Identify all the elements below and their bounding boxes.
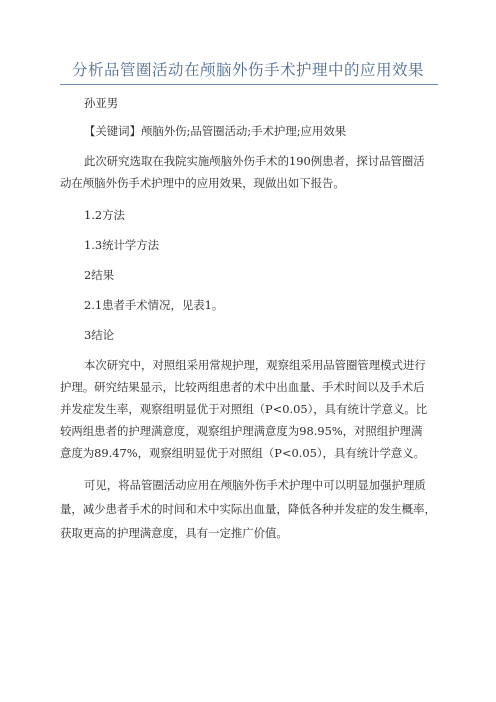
final-line-2: 量，减少患者手术的时间和术中实际出血量，降低各种并发症的发生概率， [60, 502, 436, 516]
conclusion-line-1: 本次研究中，对照组采用常规护理，观察组采用品管圈管理模式进行 [84, 358, 426, 372]
final-line-1: 可见，将品管圈活动应用在颅脑外伤手术护理中可以明显加强护理质 [84, 478, 426, 492]
heading-results: 2结果 [84, 268, 115, 282]
heading-stats: 1.3统计学方法 [84, 238, 160, 252]
author-name: 孙亚男 [84, 96, 119, 110]
conclusion-line-5: 意度为89.47%，观察组明显优于对照组（P<0.05），具有统计学意义。 [60, 446, 426, 460]
heading-method: 1.2方法 [84, 208, 125, 222]
heading-results-sub: 2.1患者手术情况，见表1。 [84, 298, 224, 312]
document-title: 分析品管圈活动在颅脑外伤手术护理中的应用效果 [71, 61, 424, 79]
final-line-3: 获取更高的护理满意度，具有一定推广价值。 [60, 526, 288, 540]
heading-conclusion: 3结论 [84, 328, 115, 342]
conclusion-line-2: 护理。研究结果显示，比较两组患者的术中出血量、手术时间以及手术后 [60, 380, 425, 394]
conclusion-line-3: 并发症发生率，观察组明显优于对照组（P<0.05），具有统计学意义。比 [60, 402, 428, 416]
keywords-line: 【关键词】颅脑外伤;品管圈活动;手术护理;应用效果 [84, 124, 347, 138]
intro-line-2: 动在颅脑外伤手术护理中的应用效果，现做出如下报告。 [60, 176, 345, 190]
conclusion-line-4: 较两组患者的护理满意度，观察组护理满意度为98.95%，对照组护理满 [60, 424, 423, 438]
title-underline [60, 84, 438, 85]
intro-line-1: 此次研究选取在我院实施颅脑外伤手术的190例患者，探讨品管圈活 [84, 154, 425, 168]
